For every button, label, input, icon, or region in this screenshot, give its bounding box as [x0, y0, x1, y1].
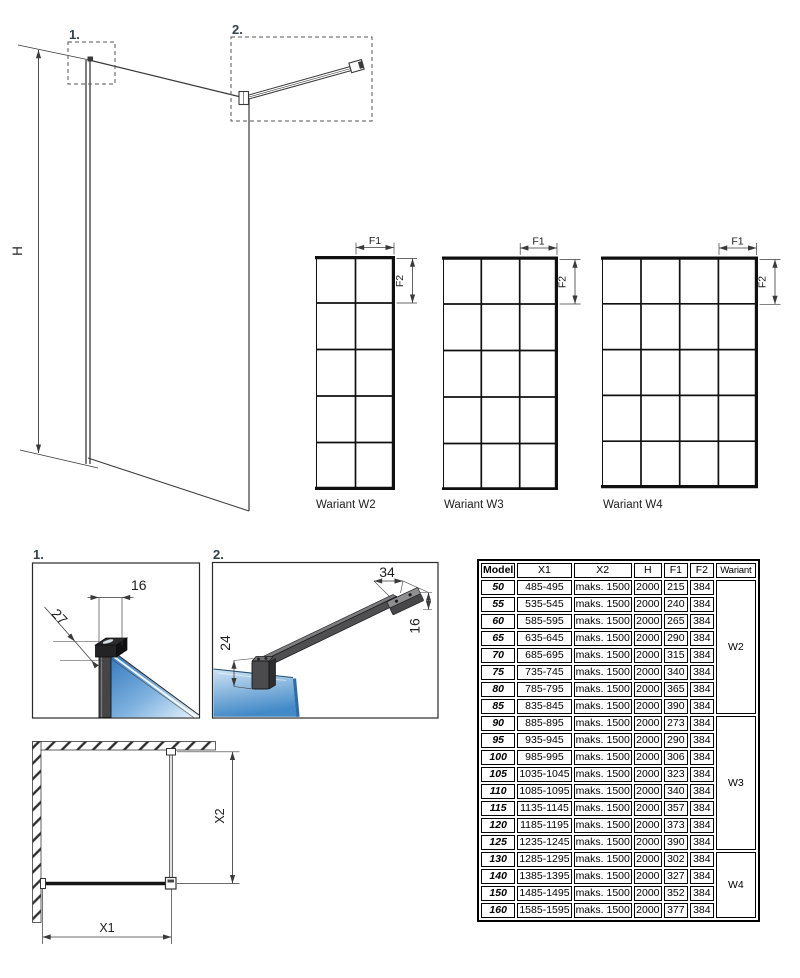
table-row — [481, 886, 756, 901]
f2-cell: 384 — [690, 580, 714, 595]
x1-cell: 1135-1145 — [517, 801, 571, 816]
x2-cell: maks. 1500 — [575, 768, 630, 780]
h-cell: 2000 — [634, 716, 662, 731]
f1-cell: 306 — [664, 750, 688, 765]
detail1-drawing — [33, 563, 200, 718]
header-x2: X2 — [574, 563, 632, 578]
f2-cell: 384 — [690, 801, 714, 816]
detail1-wall-profile — [99, 651, 111, 718]
variant-w3-caption: Wariant W3 — [444, 499, 504, 511]
x1-cell: 1085-1095 — [519, 785, 570, 797]
detail1-title: 1. — [33, 547, 44, 562]
variant-w2-caption: Wariant W2 — [316, 499, 376, 511]
h-cell: 2000 — [634, 852, 662, 867]
x2-cell: maks. 1500 — [575, 598, 630, 610]
variant-group-cell: W3 — [716, 716, 756, 850]
x2-cell: maks. 1500 — [575, 632, 630, 644]
x1-cell: 935-945 — [517, 733, 571, 748]
f2-cell: 384 — [690, 852, 714, 867]
model-cell: 140 — [481, 869, 515, 884]
f1-cell: 390 — [664, 699, 688, 714]
plan-support-bar — [170, 750, 173, 878]
detail2-dim16-label: 16 — [406, 618, 423, 634]
f2-cell: 384 — [690, 903, 714, 918]
x1-cell: 1285-1295 — [519, 853, 570, 865]
model-cell: 50 — [481, 580, 515, 595]
f1-cell: 240 — [664, 597, 688, 612]
support-bar-centerline — [247, 68, 355, 98]
f1-cell: 340 — [664, 665, 688, 680]
header-x1: X1 — [517, 563, 571, 578]
h-cell: 2000 — [634, 835, 662, 850]
model-cell: 90 — [481, 716, 515, 731]
x2-cell: maks. 1500 — [575, 802, 630, 814]
f1-cell: 290 — [664, 631, 688, 646]
f1-cell: 215 — [664, 580, 688, 595]
f2-cell: 384 — [690, 733, 714, 748]
table-row — [481, 665, 756, 680]
model-cell: 115 — [481, 801, 515, 816]
plan-left-wall — [33, 742, 42, 923]
table-row — [481, 733, 756, 748]
detail2-dim34-label: 34 — [379, 564, 395, 580]
w2-f2-dim-label: F2 — [394, 274, 406, 288]
x1-cell: 635-645 — [517, 631, 571, 646]
x2-cell: maks. 1500 — [575, 581, 630, 593]
model-cell: 85 — [481, 699, 515, 714]
x1-cell: 1385-1395 — [519, 870, 570, 882]
table-row — [481, 682, 756, 697]
plan-top-wall — [33, 742, 216, 751]
f1-cell: 340 — [664, 784, 688, 799]
f2-cell: 384 — [690, 665, 714, 680]
w4-f1-dim-label: F1 — [731, 235, 744, 248]
plan-x2-dim-label: X2 — [213, 808, 227, 824]
spec-table-container — [477, 559, 760, 922]
bar-wall-bracket — [349, 59, 365, 72]
detail1-dim27-label: 27 — [48, 605, 71, 628]
variant-w4-drawing — [601, 243, 781, 488]
h-cell: 2000 — [634, 784, 662, 799]
f1-cell: 373 — [664, 818, 688, 833]
x2-cell: maks. 1500 — [575, 666, 630, 678]
x1-cell: 1235-1245 — [519, 836, 570, 848]
f1-cell: 357 — [664, 801, 688, 816]
w4-f2-dim-label: F2 — [756, 275, 769, 289]
detail2-clamp-front — [252, 661, 269, 689]
x2-cell: maks. 1500 — [575, 649, 630, 661]
f1-cell: 265 — [664, 614, 688, 629]
h-cell: 2000 — [634, 597, 662, 612]
f2-cell: 384 — [690, 750, 714, 765]
model-cell: 110 — [481, 784, 515, 799]
detail2-reference-box — [231, 37, 372, 121]
f2-cell: 384 — [690, 886, 714, 901]
variant-group-cell: W4 — [716, 852, 756, 918]
f2-cell: 384 — [690, 869, 714, 884]
x2-cell: maks. 1500 — [575, 734, 630, 746]
f2-cell: 384 — [690, 716, 714, 731]
model-cell: 70 — [481, 648, 515, 663]
plan-view-drawing — [33, 742, 240, 945]
x1-cell: 535-545 — [517, 597, 571, 612]
spec-table-body — [481, 580, 756, 918]
spec-table — [477, 559, 760, 922]
model-cell: 60 — [481, 614, 515, 629]
table-row — [481, 631, 756, 646]
table-row — [481, 903, 756, 918]
x1-cell: 685-695 — [517, 648, 571, 663]
f2-cell: 384 — [690, 699, 714, 714]
f2-cell: 384 — [690, 784, 714, 799]
x2-cell: maks. 1500 — [575, 717, 630, 729]
table-row — [481, 750, 756, 765]
h-cell: 2000 — [634, 631, 662, 646]
h-cell: 2000 — [634, 903, 662, 918]
f1-cell: 352 — [664, 886, 688, 901]
detail2-clamp-top — [252, 657, 273, 662]
table-row — [481, 597, 756, 612]
detail1-ref-label: 1. — [69, 27, 80, 42]
f1-cell: 273 — [664, 716, 688, 731]
h-cell: 2000 — [634, 886, 662, 901]
detail1-reference-box — [68, 42, 115, 84]
detail2-drawing — [213, 563, 439, 719]
header-model: Model — [483, 564, 514, 576]
h-cell: 2000 — [634, 869, 662, 884]
model-cell: 95 — [481, 733, 515, 748]
h-cell: 2000 — [634, 733, 662, 748]
model-cell: 55 — [481, 597, 515, 612]
model-cell: 105 — [481, 767, 515, 782]
h-cell: 2000 — [634, 648, 662, 663]
main-panel-drawing — [18, 37, 372, 511]
f2-cell: 384 — [690, 835, 714, 850]
table-row — [481, 869, 756, 884]
header-wariant: Wariant — [716, 563, 756, 578]
x1-cell: 1035-1045 — [519, 768, 570, 780]
x1-cell: 835-845 — [517, 699, 571, 714]
x2-cell: maks. 1500 — [575, 700, 630, 712]
model-cell: 160 — [481, 903, 515, 918]
table-row — [481, 614, 756, 629]
f2-cell: 384 — [690, 648, 714, 663]
x2-cell: maks. 1500 — [575, 853, 630, 865]
table-header-row — [481, 563, 756, 578]
x1-cell: 1585-1595 — [519, 904, 570, 916]
detail1-profile-cap-front — [96, 645, 117, 657]
f1-cell: 327 — [664, 869, 688, 884]
x2-cell: maks. 1500 — [575, 887, 630, 899]
model-cell: 65 — [481, 631, 515, 646]
wall-profile-cap — [88, 57, 94, 62]
plan-bar-wall-anchor — [167, 749, 176, 756]
f2-cell: 384 — [690, 631, 714, 646]
x2-cell: maks. 1500 — [575, 819, 630, 831]
model-cell: 75 — [481, 665, 515, 680]
table-row — [481, 818, 756, 833]
model-cell: 125 — [481, 835, 515, 850]
f2-cell: 384 — [690, 614, 714, 629]
x2-cell: maks. 1500 — [575, 751, 630, 763]
plan-wall-profile — [41, 879, 46, 889]
x1-cell: 735-745 — [517, 665, 571, 680]
table-row — [481, 767, 756, 782]
table-row — [481, 801, 756, 816]
model-cell: 100 — [481, 750, 515, 765]
x1-cell: 1485-1495 — [519, 887, 570, 899]
f1-cell: 323 — [664, 767, 688, 782]
f2-cell: 384 — [690, 597, 714, 612]
w2-f1-dim-label: F1 — [368, 235, 382, 247]
x2-cell: maks. 1500 — [575, 785, 630, 797]
variant-group-cell: W2 — [716, 580, 756, 714]
table-row — [481, 852, 756, 867]
f2-cell: 384 — [690, 818, 714, 833]
w3-f1-dim-label: F1 — [532, 235, 545, 248]
x1-cell: 785-795 — [517, 682, 571, 697]
glass-bottom-edge — [88, 458, 249, 511]
detail1-dim16-label: 16 — [131, 577, 147, 593]
top-extension-line — [18, 45, 92, 61]
model-cell: 120 — [481, 818, 515, 833]
header-h: H — [634, 563, 662, 578]
h-cell: 2000 — [634, 699, 662, 714]
model-cell: 80 — [481, 682, 515, 697]
h-cell: 2000 — [634, 818, 662, 833]
model-cell: 150 — [481, 886, 515, 901]
x1-cell: 885-895 — [517, 716, 571, 731]
x1-cell: 1185-1195 — [517, 818, 571, 833]
f1-cell: 365 — [664, 682, 688, 697]
w3-f2-dim-label: F2 — [556, 275, 569, 289]
x1-cell: 985-995 — [517, 750, 571, 765]
h-cell: 2000 — [634, 614, 662, 629]
detail2-dim24-label: 24 — [217, 635, 233, 651]
model-cell: 130 — [481, 852, 515, 867]
table-row — [481, 716, 756, 731]
f2-cell: 384 — [690, 682, 714, 697]
detail2-title: 2. — [213, 547, 224, 562]
table-row — [481, 835, 756, 850]
x1-cell: 585-595 — [517, 614, 571, 629]
x2-cell: maks. 1500 — [575, 615, 630, 627]
x1-cell: 485-495 — [517, 580, 571, 595]
h-cell: 2000 — [634, 580, 662, 595]
table-row — [481, 699, 756, 714]
x2-cell: maks. 1500 — [575, 904, 630, 916]
table-row — [481, 784, 756, 799]
x2-cell: maks. 1500 — [575, 683, 630, 695]
variant-w4-caption: Wariant W4 — [603, 499, 663, 511]
plan-bar-clamp — [166, 878, 177, 890]
f1-cell: 290 — [664, 733, 688, 748]
f1-cell: 390 — [664, 835, 688, 850]
f1-cell: 315 — [664, 648, 688, 663]
x2-cell: maks. 1500 — [575, 870, 630, 882]
f1-cell: 377 — [664, 903, 688, 918]
h-cell: 2000 — [634, 767, 662, 782]
x2-cell: maks. 1500 — [575, 836, 630, 848]
f2-cell: 384 — [690, 767, 714, 782]
h-cell: 2000 — [634, 682, 662, 697]
h-cell: 2000 — [634, 665, 662, 680]
h-cell: 2000 — [634, 750, 662, 765]
table-row — [481, 580, 756, 595]
plan-x1-dim-label: X1 — [99, 921, 115, 935]
wall-profile — [86, 60, 90, 464]
table-row — [481, 648, 756, 663]
f1-cell: 302 — [664, 852, 688, 867]
header-f1: F1 — [664, 563, 688, 578]
height-dim-label: H — [10, 246, 25, 256]
h-cell: 2000 — [634, 801, 662, 816]
detail2-ref-label: 2. — [232, 22, 243, 37]
header-f2: F2 — [690, 563, 714, 578]
